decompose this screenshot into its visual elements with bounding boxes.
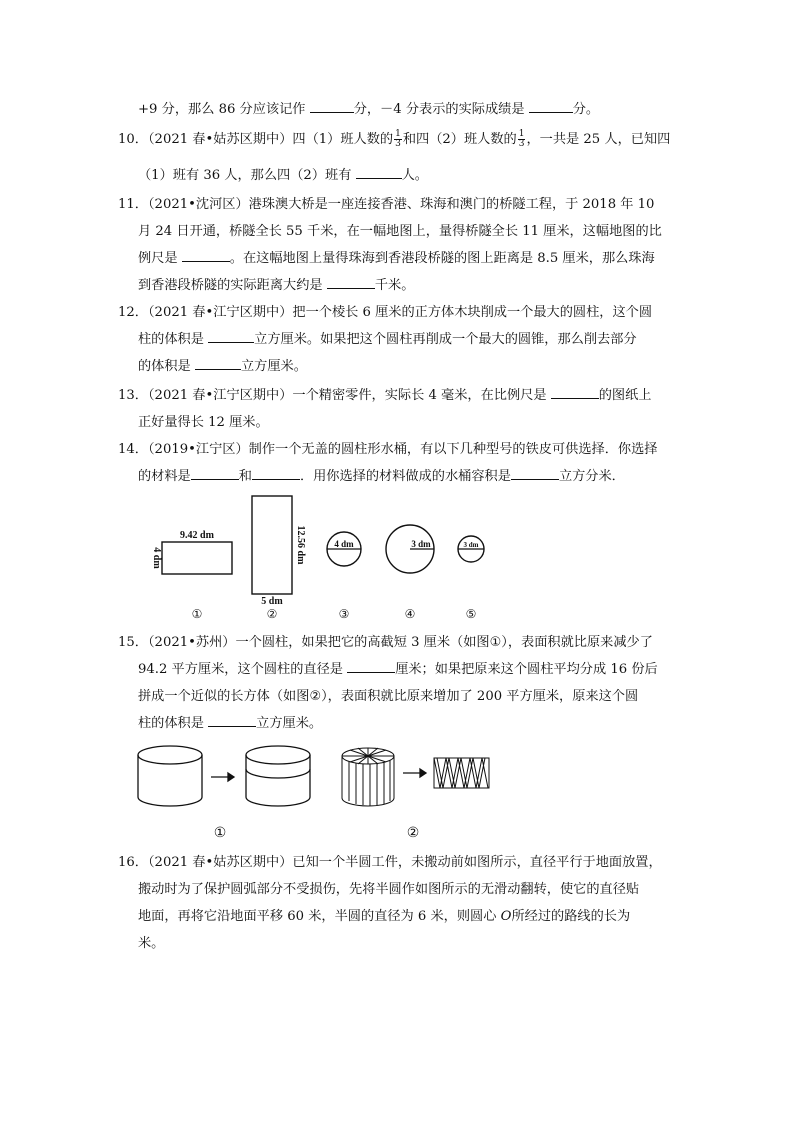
q14-figure xyxy=(140,488,510,623)
figure-label-2: ② xyxy=(266,607,278,621)
q14-line2: 的材料是 和 ．用你选择的材料做成的水桶容积是 立方分米． xyxy=(138,469,625,484)
q15-line1: 15．（2021•苏州）一个圆柱，如果把它的高截短 3 厘米（如图①），表面积就比原来减少了 xyxy=(118,635,653,650)
cylinder-sliced xyxy=(342,748,394,806)
q11-line4: 到香港段桥隧的实际距离大约是 千米。 xyxy=(138,278,415,293)
answer-blank[interactable] xyxy=(551,386,599,399)
answer-blank[interactable] xyxy=(252,467,300,480)
figure-label-1: ① xyxy=(191,607,203,621)
answer-blank[interactable] xyxy=(208,714,256,727)
q11-line3: 例尺是 。在这幅地图上量得珠海到香港段桥隧的图上距离是 8.5 厘米，那么珠海 xyxy=(138,251,655,266)
answer-blank[interactable] xyxy=(327,276,375,289)
q13-line1: 13．（2021 春•江宁区期中）一个精密零件，实际长 4 毫米，在比例尺是 的图纸上 xyxy=(118,388,652,403)
answer-blank[interactable] xyxy=(356,166,402,179)
q15-line4: 柱的体积是 立方厘米。 xyxy=(138,716,323,731)
q16-line1: 16．（2021 春•姑苏区期中）已知一个半圆工件，未搬动前如图所示，直径平行于地面放置， xyxy=(118,855,662,870)
cylinder-shortened xyxy=(246,746,310,806)
figure-label-4: ④ xyxy=(404,607,416,621)
q15-figure xyxy=(130,738,510,843)
approximate-cuboid xyxy=(434,758,489,788)
cylinder-original xyxy=(138,746,202,806)
q12-line3: 的体积是 立方厘米。 xyxy=(138,359,307,374)
answer-blank[interactable] xyxy=(191,467,239,480)
q15-line3: 拼成一个近似的长方体（如图②），表面积就比原来增加了 200 平方厘米，原来这个圆 xyxy=(138,689,639,704)
q14-line1: 14．（2019•江宁区）制作一个无盖的圆柱形水桶，有以下几种型号的铁皮可供选择．你选择 xyxy=(118,442,658,457)
sheet-2-width-label: 5 dm xyxy=(261,596,283,607)
circle-5-label: 3 dm xyxy=(463,541,479,549)
circle-4-label: 3 dm xyxy=(411,539,431,549)
fraction-one-third: $\frac{1}{3}$ xyxy=(395,129,401,149)
q11-line1: 11．（2021•沈河区）港珠澳大桥是一座连接香港、珠海和澳门的桥隧工程，于 2018 年 10 xyxy=(118,197,655,212)
answer-blank[interactable] xyxy=(310,100,354,113)
sheet-1-rectangle xyxy=(162,542,232,574)
sheet-2-height-label: 12.56 dm xyxy=(295,525,306,565)
fraction-one-third: $\frac{1}{3}$ xyxy=(518,129,525,149)
q16-line2: 搬动时为了保护圆弧部分不受损伤，先将半圆作如图所示的无滑动翻转，使它的直径贴 xyxy=(138,882,640,897)
circle-3-label: 4 dm xyxy=(334,539,354,549)
q13-line2: 正好量得长 12 厘米。 xyxy=(138,415,269,430)
answer-blank[interactable] xyxy=(195,357,241,370)
answer-blank[interactable] xyxy=(529,100,573,113)
figure-label-3: ③ xyxy=(338,607,350,621)
q15-line2: 94.2 平方厘米，这个圆柱的直径是 厘米；如果把原来这个圆柱平均分成 16 份后 xyxy=(138,662,658,677)
q10-line2: （1）班有 36 人，那么四（2）班有 人。 xyxy=(138,168,428,183)
figure-label-2: ② xyxy=(406,826,420,841)
q16-line4: 米。 xyxy=(138,936,165,951)
q10-line1: 10．（2021 春•姑苏区期中）四（1）班人数的 $\frac{1}{3}$ 和四（2）班人数的 $\frac{1}{3}$ ，一共是 25 人，已知四 xyxy=(118,129,671,149)
q9-line: +9 分，那么 86 分应该记作 分，－4 分表示的实际成绩是 分。 xyxy=(138,102,600,117)
q12-line2: 柱的体积是 立方厘米。如果把这个圆柱再削成一个最大的圆锥，那么削去部分 xyxy=(138,332,637,347)
answer-blank[interactable] xyxy=(347,660,395,673)
q16-line3: 地面，再将它沿地面平移 60 米，半圆的直径为 6 米，则圆心 O所经过的路线的长为 xyxy=(138,909,631,924)
answer-blank[interactable] xyxy=(182,249,230,262)
figure-label-5: ⑤ xyxy=(465,607,477,621)
sheet-2-rectangle xyxy=(252,496,292,594)
q12-line1: 12．（2021 春•江宁区期中）把一个棱长 6 厘米的正方体木块削成一个最大的圆柱，这个圆 xyxy=(118,305,653,320)
sheet-1-width-label: 9.42 dm xyxy=(180,530,214,541)
figure-label-1: ① xyxy=(213,826,227,841)
sheet-1-height-label: 4 dm xyxy=(151,547,162,569)
answer-blank[interactable] xyxy=(208,330,254,343)
answer-blank[interactable] xyxy=(511,467,559,480)
q11-line2: 月 24 日开通，桥隧全长 55 千米，在一幅地图上，量得桥隧全长 11 厘米，这幅地图的比 xyxy=(138,224,662,239)
